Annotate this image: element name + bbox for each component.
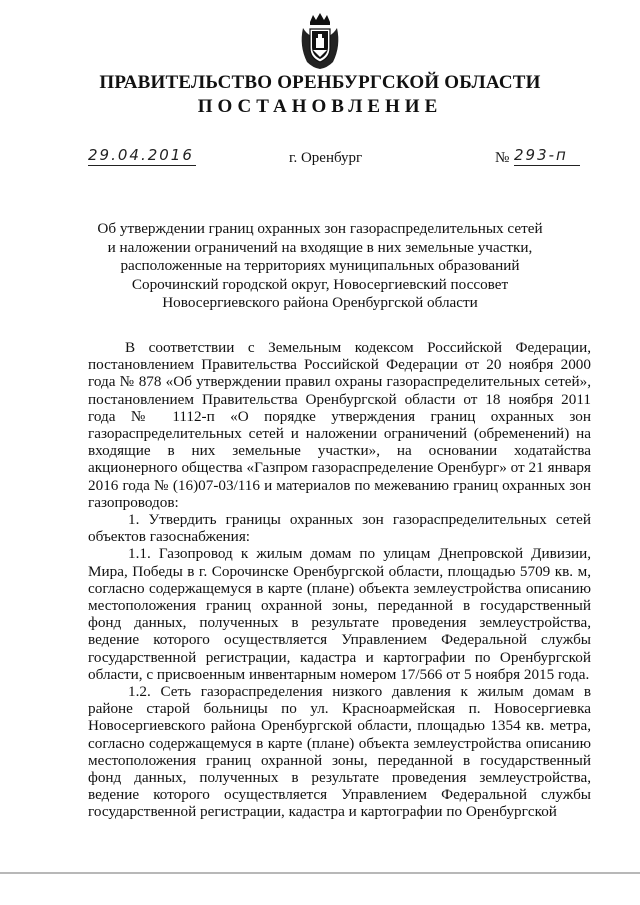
number-label: № bbox=[495, 150, 510, 166]
government-title: ПРАВИТЕЛЬСТВО ОРЕНБУРГСКОЙ ОБЛАСТИ bbox=[99, 72, 541, 93]
body-paragraph: 1.1. Газопровод к жилым домам по улицам Днепровской Дивизии, Мира, Победы в г. Сорочинске Оренбургской области, площадью 5709 кв. м, согласно содержащемуся в карте (плане) объекта землеустройства описанию местоположения границ охранной зоны, переданной в государственный фонд данных, полученных в результате проведения землеустройства, ведение которого осуществляется Управлением Федеральной службы государственной регистрации, кадастра и картографии по Оренбургской области, с присвоенным инвентарным номером 17/566 от 5 ноября 2015 года. bbox=[88, 545, 591, 683]
coat-of-arms-icon bbox=[297, 12, 343, 70]
document-body bbox=[88, 339, 591, 821]
body-paragraph: 1. Утвердить границы охранных зон газораспределительных сетей объектов газоснабжения: bbox=[88, 511, 591, 546]
document-number: 293-п bbox=[514, 146, 580, 166]
body-paragraph: 1.2. Сеть газораспределения низкого давления к жилым домам в районе старой больницы по ул. Красноармейская п. Новосергиевка Новосергиевского района Оренбургской области, площадью 1354 кв. метра, согласно содержащемуся в карте (плане) объекта землеустройства описанию местоположения границ охранной зоны, переданной в государственный фонд данных, полученных в результате проведения землеустройства, ведение которого осуществляется Управлением Федеральной службы государственной регистрации, кадастра и картографии по Оренбургской bbox=[88, 683, 591, 821]
document-subject bbox=[60, 220, 580, 313]
document-date: 29.04.2016 bbox=[88, 146, 196, 166]
page-edge-divider bbox=[0, 872, 640, 874]
document-type: ПОСТАНОВЛЕНИЕ bbox=[197, 96, 443, 117]
subject-line: Новосергиевского района Оренбургской области bbox=[162, 294, 478, 312]
subject-line: расположенные на территориях муниципальных образований bbox=[120, 257, 520, 275]
document-city: г. Оренбург bbox=[289, 150, 363, 166]
subject-line: Сорочинский городской округ, Новосергиевский поссовет bbox=[131, 275, 509, 293]
subject-line: Об утверждении границ охранных зон газораспределительных сетей bbox=[97, 220, 543, 237]
subject-line: и наложении ограничений на входящие в них земельные участки, bbox=[107, 238, 533, 256]
body-paragraph: В соответствии с Земельным кодексом Российской Федерации, постановлением Правительства Российской Федерации от 20 ноября 2000 года № 878 «Об утверждении правил охраны газораспределительных сетей», постановлением Правительства Оренбургской области от 18 ноября 2011 года № 1112-п «О порядке утверждения границ охранных зон газораспределительных сетей и наложении ограничений (обременений) на входящие в них земельные участки», на основании ходатайства акционерного общества «Газпром газораспределение Оренбург» от 21 января 2016 года № (16)07-03/116 и материалов по межеванию границ охранных зон газопроводов: bbox=[88, 339, 591, 511]
